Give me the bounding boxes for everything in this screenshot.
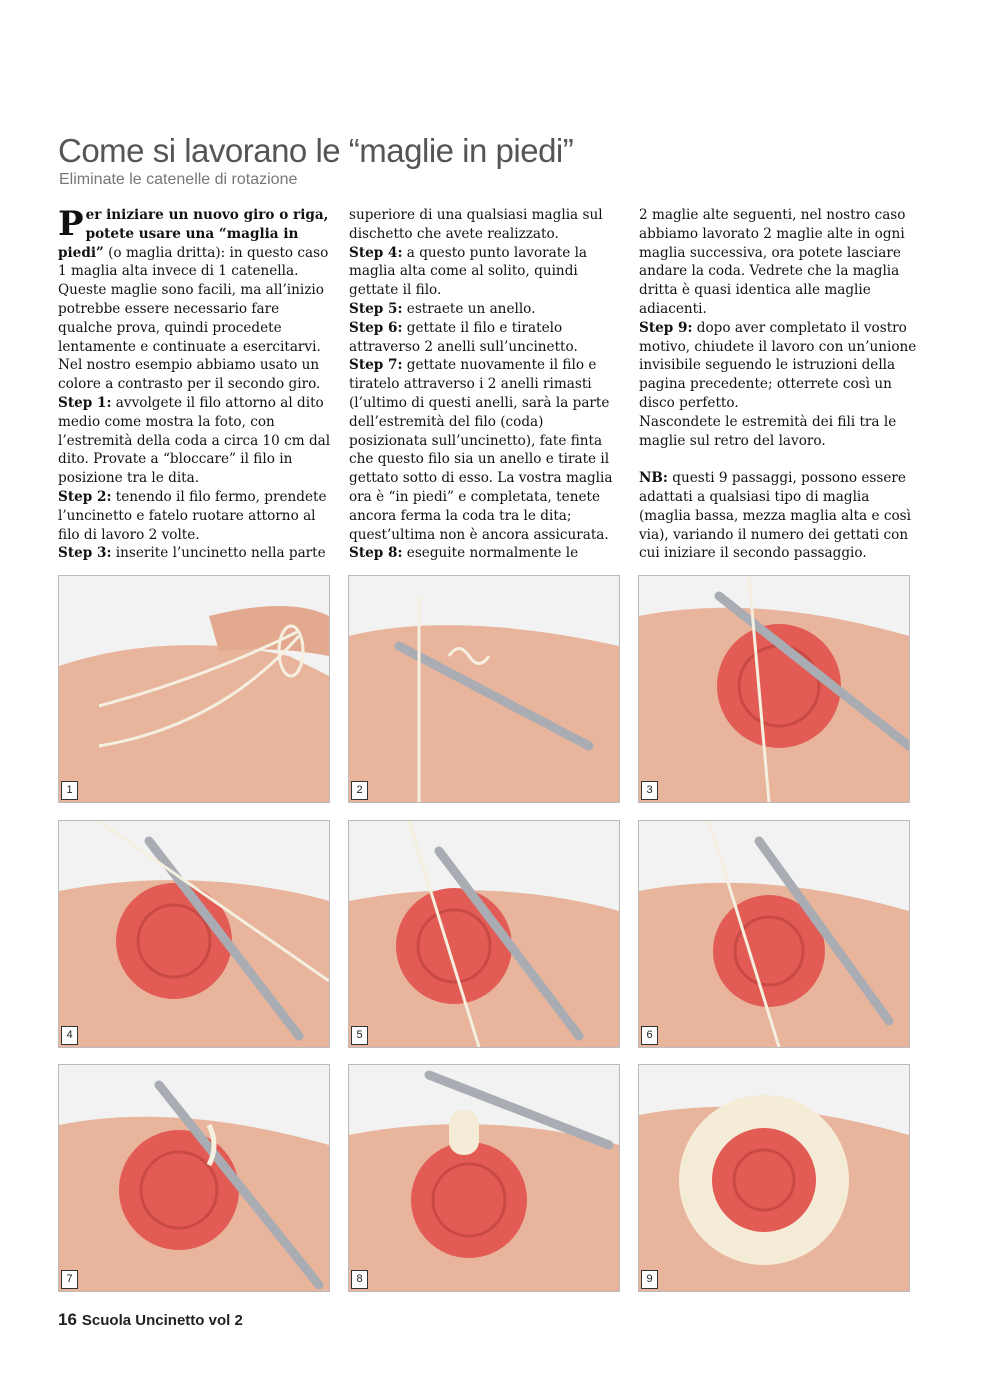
step-4 [349, 244, 625, 300]
step-3 [58, 544, 334, 563]
photo-number: 1 [61, 781, 78, 800]
hook-disc-illustration [639, 576, 909, 802]
note-label: NB: [639, 470, 668, 487]
intro-paragraph [58, 206, 334, 394]
step-text: eseguite normalmente le [402, 545, 579, 562]
step-text: dopo aver completato il vostro motivo, chiudete il lavoro con un’unione invisibile seguendo le istruzioni della pagina precedente; otterrete così un disco perfetto. [639, 319, 917, 411]
photo-step-9 [638, 1064, 910, 1292]
publication-name: Scuola Uncinetto vol 2 [81, 1312, 243, 1329]
hook-yarn-illustration [349, 576, 619, 802]
drop-cap: P [58, 204, 84, 244]
step-text: a questo punto lavorate la maglia alta come al solito, quindi gettate il filo. [349, 244, 588, 299]
photo-step-1 [58, 575, 330, 803]
step-text: Nascondete le estremità dei fili tra le maglie sul retro del lavoro. [639, 413, 897, 449]
text-column-2 [349, 206, 625, 563]
photo-step-6 [638, 820, 910, 1048]
step-label: Step 2: [58, 488, 112, 505]
step-text: gettate il filo e tiratelo attraverso 2 anelli sull’uncinetto. [349, 319, 578, 355]
step-6 [349, 319, 625, 357]
photo-number: 2 [351, 781, 368, 800]
hook-disc-illustration [639, 821, 909, 1047]
photo-number: 8 [351, 1270, 368, 1289]
step-3-continued [349, 206, 625, 244]
page-number: 16 [58, 1310, 77, 1329]
step-label: Step 6: [349, 319, 403, 336]
text-column-3 [639, 206, 919, 563]
step-7 [349, 356, 625, 544]
step-label: Step 4: [349, 244, 403, 261]
step-text: inserite l’uncinetto nella parte [111, 545, 326, 562]
photo-number: 6 [641, 1026, 658, 1045]
step-text: avvolgete il filo attorno al dito medio come mostra la foto, con l’estremità della coda a circa 10 cm dal dito. Provate a “bloccare” il filo in posizione tra le dita. [58, 394, 331, 487]
intro-bold: er iniziare un nuovo giro o riga, potete usare una “maglia in piedi” [58, 207, 329, 261]
hand-yarn-illustration [59, 576, 329, 802]
step-text: 2 maglie alte seguenti, nel nostro caso abbiamo lavorato 2 maglie alte in ogni maglia successiva, ora potete lasciare andare la coda. Vedrete che la maglia dritta è quasi identica alle maglie adiacenti. [639, 207, 906, 317]
page-subtitle: Eliminate le catenelle di rotazione [59, 171, 298, 188]
step-text: superiore di una qualsiasi maglia sul dischetto che avete realizzato. [349, 207, 603, 242]
step-2 [58, 488, 334, 544]
step-text: estraete un anello. [402, 300, 536, 317]
step-5 [349, 300, 625, 319]
photo-step-4 [58, 820, 330, 1048]
step-label: Step 9: [639, 319, 693, 336]
step-text: tenendo il filo fermo, prendete l’uncinetto e fatelo ruotare attorno al filo di lavoro 2 volte. [58, 488, 327, 543]
hook-disc-illustration [349, 821, 619, 1047]
step-label: Step 3: [58, 545, 112, 562]
hook-disc-illustration [59, 1065, 329, 1291]
page-footer [58, 1310, 243, 1330]
photo-number: 5 [351, 1026, 368, 1045]
photo-number: 3 [641, 781, 658, 800]
hook-disc-illustration [349, 1065, 619, 1291]
step-1 [58, 394, 334, 488]
photo-number: 9 [641, 1270, 658, 1289]
step-label: Step 5: [349, 300, 403, 317]
note-text: questi 9 passaggi, possono essere adattati a qualsiasi tipo di maglia (maglia bassa, mezza maglia alta e così via), variando il numero dei gettati con cui iniziare il secondo passaggio. [639, 470, 911, 562]
photo-step-7 [58, 1064, 330, 1292]
photo-step-5 [348, 820, 620, 1048]
step-8 [349, 544, 625, 563]
note-paragraph [639, 469, 919, 563]
photo-number: 4 [61, 1026, 78, 1045]
photo-step-2 [348, 575, 620, 803]
step-label: Step 1: [58, 394, 112, 411]
photo-step-3 [638, 575, 910, 803]
finishing-paragraph [639, 413, 919, 451]
hook-disc-illustration [59, 821, 329, 1047]
photo-number: 7 [61, 1270, 78, 1289]
intro-text: (o maglia dritta): in questo caso 1 maglia alta invece di 1 catenella. Queste maglie sono facili, ma all’inizio potrebbe essere necessario fare qualche prova, quindi procedete lentamente e continuate a esercitarvi. Nel nostro esempio abbiamo usato un colore a contrasto per il secondo giro. [58, 244, 329, 393]
step-9 [639, 319, 919, 413]
photo-step-8 [348, 1064, 620, 1292]
step-label: Step 8: [349, 545, 403, 562]
step-8-continued [639, 206, 919, 319]
text-column-1 [58, 206, 334, 563]
finished-disc-illustration [639, 1065, 909, 1291]
step-label: Step 7: [349, 357, 403, 374]
step-text: gettate nuovamente il filo e tiratelo attraverso i 2 anelli rimasti (l’ultimo di questi anelli, sarà la parte dell’estremità del filo (coda) posizionata sull’uncinetto), fate finta che questo filo sia un anello e tirate il gettato sotto di esso. La vostra maglia ora è “in piedi” e completata, tenete ancora ferma la coda tra le dita; quest’ultima non è ancora assicurata. [349, 357, 613, 543]
page-title: Come si lavorano le “maglie in piedi” [58, 132, 574, 169]
